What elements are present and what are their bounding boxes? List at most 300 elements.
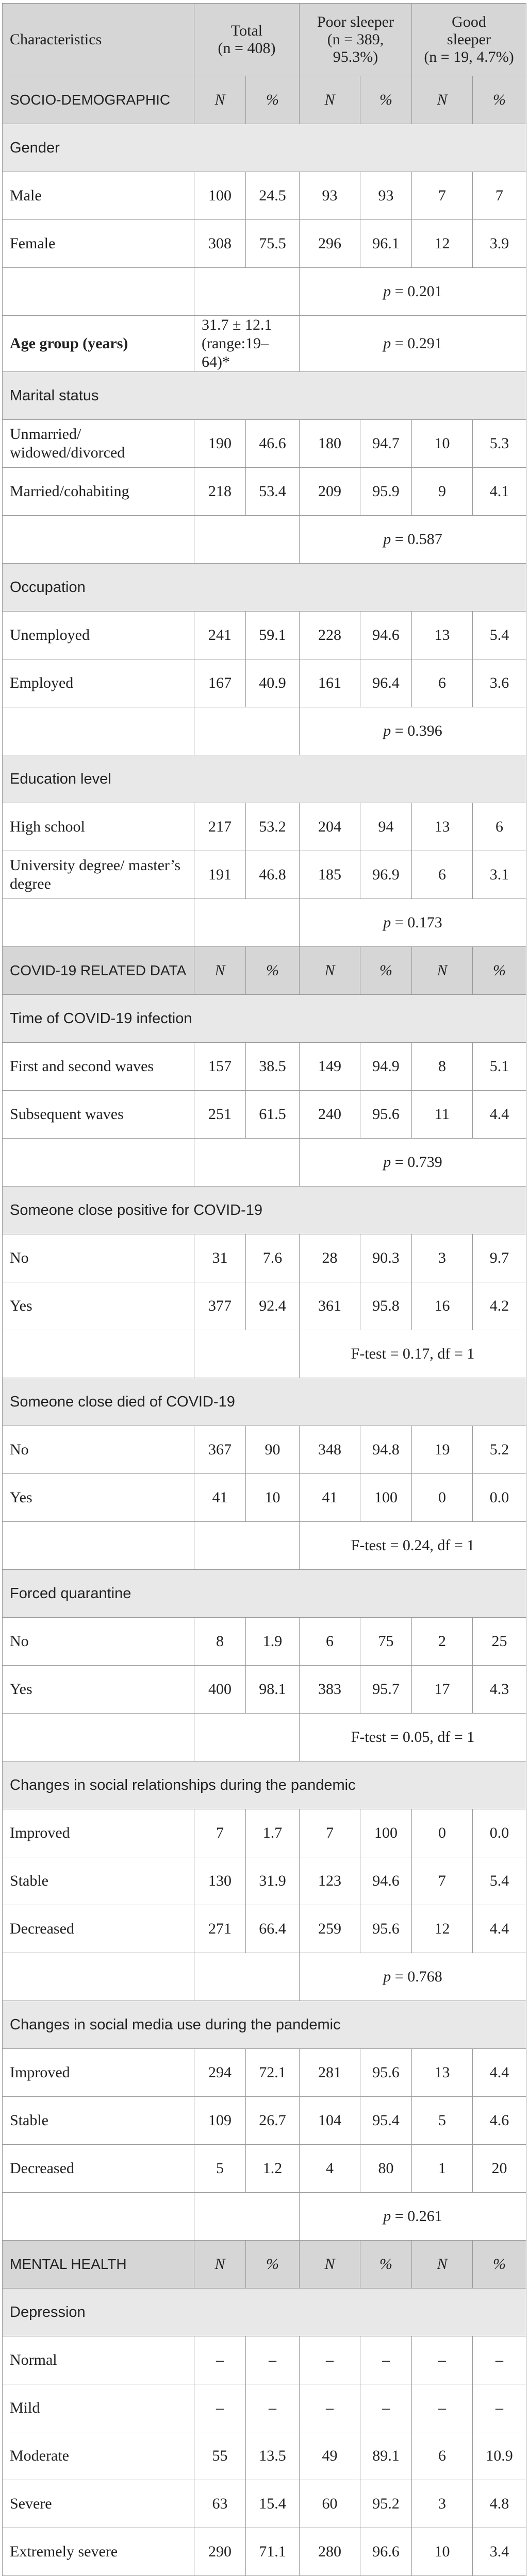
row-value: 157 xyxy=(194,1043,246,1091)
row-value: 5.2 xyxy=(473,1426,526,1474)
group-title-row xyxy=(3,124,526,172)
group-title-row xyxy=(3,1570,526,1618)
row-value: 228 xyxy=(300,612,360,659)
table-row xyxy=(3,2097,526,2145)
stat-row xyxy=(3,1139,526,1187)
row-value: 13 xyxy=(412,803,473,851)
group-title: Education level xyxy=(3,755,526,803)
table-row xyxy=(3,803,526,851)
stat-spacer xyxy=(3,516,194,564)
row-value: 4.8 xyxy=(473,2480,526,2528)
section-column-label: % xyxy=(360,2241,412,2289)
row-value: 10 xyxy=(412,420,473,468)
row-label: Decreased xyxy=(3,2145,194,2193)
row-value: 25 xyxy=(473,1618,526,1666)
row-value: 24.5 xyxy=(246,172,300,220)
row-label: Employed xyxy=(3,659,194,707)
age-label: Age group (years) xyxy=(3,316,194,372)
row-value: 161 xyxy=(300,659,360,707)
stat-row xyxy=(3,899,526,947)
stat-row xyxy=(3,1522,526,1570)
table-row xyxy=(3,1043,526,1091)
row-label: Extremely severe xyxy=(3,2528,194,2576)
group-title-row xyxy=(3,1761,526,1809)
stat-row xyxy=(3,1953,526,2001)
row-value: 95.9 xyxy=(360,468,412,516)
row-value: 12 xyxy=(412,1905,473,1953)
row-value: 6 xyxy=(300,1618,360,1666)
table-row xyxy=(3,1618,526,1666)
row-value: 75.5 xyxy=(246,220,300,268)
row-value: 94.8 xyxy=(360,1426,412,1474)
stat-spacer xyxy=(194,2193,300,2241)
row-value: 11 xyxy=(412,1091,473,1139)
section-column-label: N xyxy=(412,947,473,995)
row-value: 13 xyxy=(412,612,473,659)
row-value: 95.7 xyxy=(360,1666,412,1714)
stat-row xyxy=(3,2193,526,2241)
stat-value: p = 0.587 xyxy=(300,516,526,564)
stat-spacer xyxy=(3,899,194,947)
row-value: 49 xyxy=(300,2432,360,2480)
stat-spacer xyxy=(3,1330,194,1378)
row-value: 100 xyxy=(360,1474,412,1522)
row-value: 5.4 xyxy=(473,1857,526,1905)
row-value: – xyxy=(246,2336,300,2384)
table-row xyxy=(3,2049,526,2097)
row-label: Severe xyxy=(3,2480,194,2528)
row-label: No xyxy=(3,1234,194,1282)
row-value: 53.4 xyxy=(246,468,300,516)
row-value: 0 xyxy=(412,1474,473,1522)
row-value: 6 xyxy=(473,803,526,851)
row-value: 191 xyxy=(194,851,246,899)
row-value: 13 xyxy=(412,2049,473,2097)
section-label: SOCIO-DEMOGRAPHIC xyxy=(3,76,194,124)
row-value: 167 xyxy=(194,659,246,707)
row-value: 308 xyxy=(194,220,246,268)
row-label: Yes xyxy=(3,1474,194,1522)
row-value: 63 xyxy=(194,2480,246,2528)
row-value: 1 xyxy=(412,2145,473,2193)
row-value: 4.2 xyxy=(473,1282,526,1330)
stat-spacer xyxy=(3,2193,194,2241)
row-value: 130 xyxy=(194,1857,246,1905)
row-value: 241 xyxy=(194,612,246,659)
row-value: 95.6 xyxy=(360,1091,412,1139)
row-value: 361 xyxy=(300,1282,360,1330)
stat-value: p = 0.261 xyxy=(300,2193,526,2241)
row-value: 19 xyxy=(412,1426,473,1474)
row-value: 3.9 xyxy=(473,220,526,268)
row-value: 12 xyxy=(412,220,473,268)
section-column-label: % xyxy=(246,947,300,995)
table-wrapper xyxy=(2,3,526,2576)
table-row xyxy=(3,2432,526,2480)
stat-row xyxy=(3,1714,526,1761)
row-label: Improved xyxy=(3,1809,194,1857)
row-value: 190 xyxy=(194,420,246,468)
section-column-label: % xyxy=(246,2241,300,2289)
table-row xyxy=(3,2384,526,2432)
section-column-label: N xyxy=(300,947,360,995)
row-value: 15.4 xyxy=(246,2480,300,2528)
row-value: 4 xyxy=(300,2145,360,2193)
section-column-label: % xyxy=(246,76,300,124)
row-value: 367 xyxy=(194,1426,246,1474)
group-title: Marital status xyxy=(3,372,526,420)
row-value: 281 xyxy=(300,2049,360,2097)
row-value: 218 xyxy=(194,468,246,516)
row-value: 98.1 xyxy=(246,1666,300,1714)
row-value: 95.6 xyxy=(360,2049,412,2097)
group-title-row xyxy=(3,2001,526,2049)
stat-spacer xyxy=(194,1522,300,1570)
section-column-label: % xyxy=(360,76,412,124)
row-value: 13.5 xyxy=(246,2432,300,2480)
stat-spacer xyxy=(194,1330,300,1378)
row-value: 100 xyxy=(194,172,246,220)
row-value: 46.8 xyxy=(246,851,300,899)
row-value: 5.3 xyxy=(473,420,526,468)
table-row xyxy=(3,1809,526,1857)
row-value: – xyxy=(194,2336,246,2384)
section-header-row xyxy=(3,76,526,124)
section-column-label: N xyxy=(194,2241,246,2289)
row-value: – xyxy=(473,2336,526,2384)
table-body xyxy=(3,76,526,2576)
row-value: 271 xyxy=(194,1905,246,1953)
row-label: Decreased xyxy=(3,1905,194,1953)
row-value: 5.4 xyxy=(473,612,526,659)
group-title: Occupation xyxy=(3,564,526,612)
table-row xyxy=(3,1666,526,1714)
stat-spacer xyxy=(194,899,300,947)
row-value: 2 xyxy=(412,1618,473,1666)
stat-spacer xyxy=(194,1714,300,1761)
stat-spacer xyxy=(3,1522,194,1570)
row-value: 1.7 xyxy=(246,1809,300,1857)
row-value: 0.0 xyxy=(473,1809,526,1857)
table-row xyxy=(3,659,526,707)
row-value: 31 xyxy=(194,1234,246,1282)
row-value: 94.6 xyxy=(360,612,412,659)
row-value: 38.5 xyxy=(246,1043,300,1091)
row-value: 1.9 xyxy=(246,1618,300,1666)
row-value: 10 xyxy=(412,2528,473,2576)
table-row xyxy=(3,1282,526,1330)
row-label: No xyxy=(3,1618,194,1666)
row-value: 95.8 xyxy=(360,1282,412,1330)
row-value: 4.4 xyxy=(473,2049,526,2097)
row-value: 3.1 xyxy=(473,851,526,899)
stat-spacer xyxy=(3,707,194,755)
row-value: 96.1 xyxy=(360,220,412,268)
row-value: 0.0 xyxy=(473,1474,526,1522)
row-value: 90 xyxy=(246,1426,300,1474)
row-value: 0 xyxy=(412,1809,473,1857)
row-value: 100 xyxy=(360,1809,412,1857)
section-column-label: % xyxy=(473,2241,526,2289)
row-value: 7 xyxy=(300,1809,360,1857)
row-label: Moderate xyxy=(3,2432,194,2480)
row-value: 9.7 xyxy=(473,1234,526,1282)
row-value: 92.4 xyxy=(246,1282,300,1330)
row-value: – xyxy=(412,2384,473,2432)
table-row xyxy=(3,612,526,659)
group-title-row xyxy=(3,1378,526,1426)
characteristics-table xyxy=(2,3,526,2576)
row-value: 185 xyxy=(300,851,360,899)
row-value: 7.6 xyxy=(246,1234,300,1282)
header-characteristics: Characteristics xyxy=(3,4,194,76)
group-title: Someone close positive for COVID-19 xyxy=(3,1187,526,1234)
row-value: 5 xyxy=(194,2145,246,2193)
row-value: 5.1 xyxy=(473,1043,526,1091)
stat-value: p = 0.739 xyxy=(300,1139,526,1187)
row-value: 217 xyxy=(194,803,246,851)
stat-spacer xyxy=(3,1714,194,1761)
row-value: 94 xyxy=(360,803,412,851)
age-value: 31.7 ± 12.1 (range:19–64)* xyxy=(194,316,300,372)
row-value: 46.6 xyxy=(246,420,300,468)
row-value: 53.2 xyxy=(246,803,300,851)
row-value: – xyxy=(360,2336,412,2384)
group-title: Changes in social relationships during the pandemic xyxy=(3,1761,526,1809)
row-value: 94.9 xyxy=(360,1043,412,1091)
row-value: 1.2 xyxy=(246,2145,300,2193)
table-row xyxy=(3,2336,526,2384)
section-column-label: N xyxy=(194,947,246,995)
row-value: 149 xyxy=(300,1043,360,1091)
table-row xyxy=(3,1426,526,1474)
table-row xyxy=(3,172,526,220)
row-label: Stable xyxy=(3,2097,194,2145)
row-value: 3.4 xyxy=(473,2528,526,2576)
section-column-label: % xyxy=(473,76,526,124)
stat-row xyxy=(3,268,526,316)
stat-value: F-test = 0.17, df = 1 xyxy=(300,1330,526,1378)
row-value: 280 xyxy=(300,2528,360,2576)
table-row xyxy=(3,851,526,899)
section-column-label: N xyxy=(412,2241,473,2289)
row-label: Unemployed xyxy=(3,612,194,659)
row-value: 96.6 xyxy=(360,2528,412,2576)
group-title: Changes in social media use during the pandemic xyxy=(3,2001,526,2049)
row-value: 6 xyxy=(412,851,473,899)
row-label: Female xyxy=(3,220,194,268)
row-value: 109 xyxy=(194,2097,246,2145)
row-value: 28 xyxy=(300,1234,360,1282)
stat-value: p = 0.396 xyxy=(300,707,526,755)
row-value: 123 xyxy=(300,1857,360,1905)
row-label: Male xyxy=(3,172,194,220)
row-value: 7 xyxy=(412,1857,473,1905)
row-label: High school xyxy=(3,803,194,851)
row-value: 104 xyxy=(300,2097,360,2145)
row-label: University degree/ master’s degree xyxy=(3,851,194,899)
row-value: 61.5 xyxy=(246,1091,300,1139)
row-value: 60 xyxy=(300,2480,360,2528)
row-label: Normal xyxy=(3,2336,194,2384)
row-value: 9 xyxy=(412,468,473,516)
stat-row xyxy=(3,1330,526,1378)
group-title: Time of COVID-19 infection xyxy=(3,995,526,1043)
stat-spacer xyxy=(3,1953,194,2001)
table-row xyxy=(3,1234,526,1282)
row-value: 75 xyxy=(360,1618,412,1666)
age-row xyxy=(3,316,526,372)
row-value: 95.6 xyxy=(360,1905,412,1953)
row-value: 377 xyxy=(194,1282,246,1330)
stat-row xyxy=(3,516,526,564)
row-value: 90.3 xyxy=(360,1234,412,1282)
row-value: 95.2 xyxy=(360,2480,412,2528)
row-value: 41 xyxy=(300,1474,360,1522)
row-value: 348 xyxy=(300,1426,360,1474)
row-value: 259 xyxy=(300,1905,360,1953)
section-column-label: N xyxy=(194,76,246,124)
table-row xyxy=(3,2528,526,2576)
row-value: 94.7 xyxy=(360,420,412,468)
row-value: 96.9 xyxy=(360,851,412,899)
stat-spacer xyxy=(194,1953,300,2001)
row-value: 93 xyxy=(300,172,360,220)
row-label: No xyxy=(3,1426,194,1474)
header-row xyxy=(3,4,526,76)
row-value: – xyxy=(246,2384,300,2432)
table-row xyxy=(3,2480,526,2528)
section-column-label: % xyxy=(360,947,412,995)
row-value: – xyxy=(473,2384,526,2432)
row-value: 96.4 xyxy=(360,659,412,707)
row-value: 5 xyxy=(412,2097,473,2145)
row-value: 41 xyxy=(194,1474,246,1522)
row-value: 4.6 xyxy=(473,2097,526,2145)
row-value: 6 xyxy=(412,2432,473,2480)
table-row xyxy=(3,420,526,468)
row-label: Married/cohabiting xyxy=(3,468,194,516)
stat-value: p = 0.173 xyxy=(300,899,526,947)
row-value: 94.6 xyxy=(360,1857,412,1905)
row-value: 8 xyxy=(194,1618,246,1666)
row-value: 26.7 xyxy=(246,2097,300,2145)
row-label: First and second waves xyxy=(3,1043,194,1091)
row-value: 8 xyxy=(412,1043,473,1091)
row-value: 204 xyxy=(300,803,360,851)
row-value: 383 xyxy=(300,1666,360,1714)
stat-value: p = 0.768 xyxy=(300,1953,526,2001)
section-header-row xyxy=(3,947,526,995)
section-column-label: N xyxy=(300,76,360,124)
row-value: – xyxy=(360,2384,412,2432)
row-label: Subsequent waves xyxy=(3,1091,194,1139)
stat-value: p = 0.201 xyxy=(300,268,526,316)
row-value: 400 xyxy=(194,1666,246,1714)
section-column-label: % xyxy=(473,947,526,995)
row-value: 240 xyxy=(300,1091,360,1139)
row-value: 17 xyxy=(412,1666,473,1714)
row-value: 31.9 xyxy=(246,1857,300,1905)
row-value: 290 xyxy=(194,2528,246,2576)
table-row xyxy=(3,1474,526,1522)
group-title: Depression xyxy=(3,2289,526,2336)
row-value: – xyxy=(412,2336,473,2384)
row-value: 71.1 xyxy=(246,2528,300,2576)
row-value: – xyxy=(194,2384,246,2432)
row-value: – xyxy=(300,2336,360,2384)
row-label: Unmarried/ widowed/divorced xyxy=(3,420,194,468)
row-value: 59.1 xyxy=(246,612,300,659)
row-value: 294 xyxy=(194,2049,246,2097)
table-row xyxy=(3,1905,526,1953)
row-value: 55 xyxy=(194,2432,246,2480)
age-stat: p = 0.291 xyxy=(300,316,526,372)
group-title-row xyxy=(3,755,526,803)
row-value: 4.4 xyxy=(473,1091,526,1139)
group-title-row xyxy=(3,1187,526,1234)
section-column-label: N xyxy=(300,2241,360,2289)
row-value: 251 xyxy=(194,1091,246,1139)
group-title: Forced quarantine xyxy=(3,1570,526,1618)
stat-value: F-test = 0.05, df = 1 xyxy=(300,1714,526,1761)
row-value: 72.1 xyxy=(246,2049,300,2097)
group-title: Gender xyxy=(3,124,526,172)
row-label: Mild xyxy=(3,2384,194,2432)
row-value: – xyxy=(300,2384,360,2432)
stat-value: F-test = 0.24, df = 1 xyxy=(300,1522,526,1570)
stat-spacer xyxy=(194,707,300,755)
group-title: Someone close died of COVID-19 xyxy=(3,1378,526,1426)
stat-spacer xyxy=(194,1139,300,1187)
stat-row xyxy=(3,707,526,755)
row-value: 20 xyxy=(473,2145,526,2193)
row-value: 7 xyxy=(473,172,526,220)
row-label: Improved xyxy=(3,2049,194,2097)
row-value: 3 xyxy=(412,2480,473,2528)
row-label: Yes xyxy=(3,1282,194,1330)
header-good-sleeper: Good sleeper (n = 19, 4.7%) xyxy=(412,4,526,76)
table-row xyxy=(3,468,526,516)
row-value: 10.9 xyxy=(473,2432,526,2480)
row-label: Yes xyxy=(3,1666,194,1714)
section-header-row xyxy=(3,2241,526,2289)
row-value: 66.4 xyxy=(246,1905,300,1953)
stat-spacer xyxy=(3,268,194,316)
section-label: MENTAL HEALTH xyxy=(3,2241,194,2289)
table-row xyxy=(3,1857,526,1905)
row-value: 6 xyxy=(412,659,473,707)
group-title-row xyxy=(3,564,526,612)
row-value: 10 xyxy=(246,1474,300,1522)
header-total: Total (n = 408) xyxy=(194,4,300,76)
row-value: 3 xyxy=(412,1234,473,1282)
section-column-label: N xyxy=(412,76,473,124)
stat-spacer xyxy=(3,1139,194,1187)
row-value: 93 xyxy=(360,172,412,220)
row-value: 7 xyxy=(412,172,473,220)
row-value: 95.4 xyxy=(360,2097,412,2145)
table-row xyxy=(3,1091,526,1139)
row-value: 4.4 xyxy=(473,1905,526,1953)
row-value: 4.3 xyxy=(473,1666,526,1714)
group-title-row xyxy=(3,372,526,420)
row-value: 89.1 xyxy=(360,2432,412,2480)
row-value: 209 xyxy=(300,468,360,516)
row-value: 3.6 xyxy=(473,659,526,707)
group-title-row xyxy=(3,995,526,1043)
stat-spacer xyxy=(194,268,300,316)
